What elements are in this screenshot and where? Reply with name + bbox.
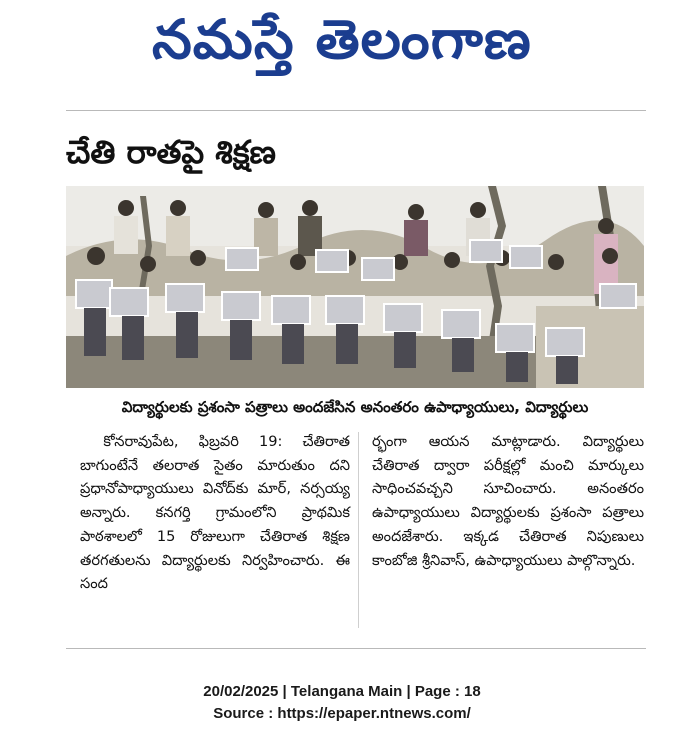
- article-column-right: [372, 430, 644, 572]
- newspaper-logo-title: నమస్తే తెలంగాణ: [152, 7, 532, 71]
- article-headline: చేతి రాతపై శిక్షణ: [66, 133, 276, 171]
- article-column-left: [80, 430, 350, 596]
- masthead: [0, 4, 684, 74]
- article-photo: [66, 186, 644, 388]
- photo-caption: విద్యార్థులకు ప్రశంసా పత్రాలు అందజేసిన అనంతరం ఉపాధ్యాయులు, విద్యార్థులు: [121, 398, 589, 416]
- bottom-divider: [66, 648, 646, 649]
- group-photo-illustration: [66, 186, 644, 388]
- article-body-left: కోనరావుపేట, ఫిబ్రవరి 19: చేతిరాత బాగుంటేనే తలరాత సైతం మారుతుం దని ప్రధానోపాధ్యాయులు వినోద్‌కు మార్, నర్సయ్య అన్నారు. కనగర్తి గ్రామంలోని ప్రాథమిక పాఠశాలలో 15 రోజులుగా చేతిరాత శిక్షణ తరగతులను విద్యార్థులకు నిర్వహించారు. ఈ సంద: [80, 433, 350, 593]
- article-body-right: ర్భంగా ఆయన మాట్లాడారు. విద్యార్థులు చేతిరాత ద్వారా పరీక్షల్లో మంచి మార్కులు సాధించవచ్చని సూచించారు. అనంతరం ఉపాధ్యాయులు విద్యార్థులకు ప్రశంసా పత్రాలు అందజేశారు. ఇక్కడ చేతిరాత నిపుణులు కాంబోజి శ్రీనివాస్, ఉపాధ్యాయులు పాల్గొన్నారు.: [372, 433, 644, 569]
- column-divider: [358, 432, 359, 628]
- source-link[interactable]: Source : https://epaper.ntnews.com/: [213, 705, 471, 722]
- top-divider: [66, 110, 646, 111]
- edition-info: 20/02/2025 | Telangana Main | Page : 18: [203, 683, 481, 700]
